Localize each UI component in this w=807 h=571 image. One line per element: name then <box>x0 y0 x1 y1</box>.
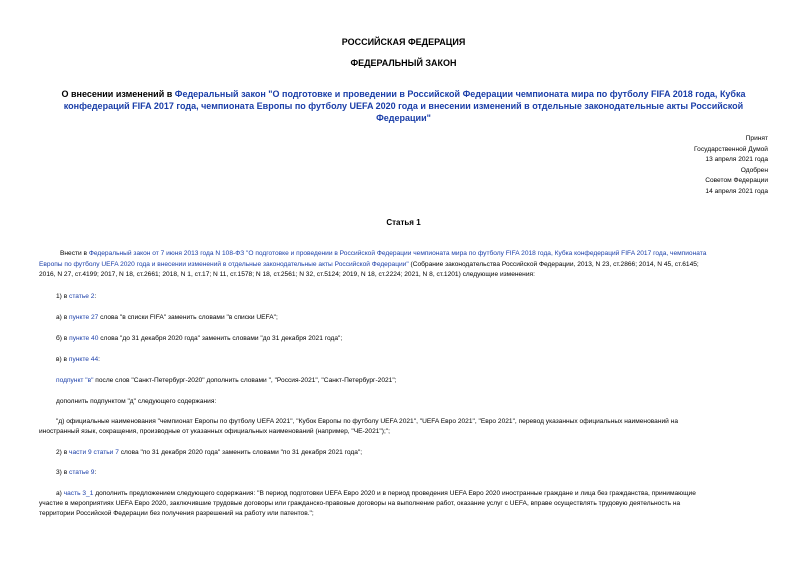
item-text: б) в <box>56 335 70 342</box>
item-text: 3) в <box>56 469 70 476</box>
item-text: 2) в <box>56 449 70 456</box>
adoption-line: Одобрен <box>740 166 768 174</box>
law-title <box>40 88 767 124</box>
item-text: после слов "Санкт-Петербург-2020" дополнить словами ", "Россия-2021", "Санкт-Петербург-2021"; <box>93 377 397 384</box>
item-1c <box>56 354 100 365</box>
item-text: слова "в списки FIFA" заменить словами "в списки UEFA"; <box>98 314 278 321</box>
intro-law-link-cont[interactable]: Европы по футболу UEFA 2020 года и внесении изменений в отдельные законодательные акты Российской Федерации" <box>39 261 409 268</box>
intro-law-link[interactable]: Федеральный закон от 7 июня 2013 года N 108-ФЗ "О подготовке и проведении в Российской Федерации чемпионата мира по футболу FIFA 2018 года, Кубка конфедераций FIFA 2017 года, чемпионата <box>88 250 707 257</box>
article-9-link[interactable]: статье 9 <box>69 469 95 476</box>
item-text: 1) в <box>56 293 70 300</box>
quote-line-1: "д) официальные наименования "чемпионат Европы по футболу UEFA 2021", "Кубок Европы по футболу UEFA 2021", "UEFA Евро 2021", "Евро 2021", перевод указанных официальных наименований на <box>56 418 678 425</box>
item-1 <box>56 291 96 302</box>
item-3 <box>56 467 96 478</box>
adoption-line: Принят <box>745 135 768 142</box>
point-27-link[interactable]: пункте 27 <box>69 314 99 321</box>
subpoint-v-link[interactable]: подпункт "в" <box>56 377 94 384</box>
item-text: : <box>98 356 100 363</box>
intro-text: Внести в <box>60 250 89 257</box>
add-subpoint: дополнить подпунктом "д" следующего содержания: <box>56 398 217 405</box>
article-heading: Статья 1 <box>386 218 421 227</box>
title-prefix: О внесении изменений в <box>61 89 175 99</box>
intro-text: (Собрание законодательства Российской Федерации, 2013, N 23, ст.2866; 2014, N 45, ст.6145; <box>408 261 699 268</box>
intro-line-3: 2016, N 27, ст.4199; 2017, N 18, ст.2661; 2018, N 1, ст.17; N 11, ст.1578; N 18, ст.2561; N 32, ст.5124; 2019, N 18, ст.2224; 2021, N 8, ст.1201) следующие изменения: <box>39 271 535 278</box>
part-3-1-link[interactable]: часть 3_1 <box>63 490 94 497</box>
article-2-link[interactable]: статье 2 <box>69 293 95 300</box>
adoption-block <box>694 134 768 198</box>
part-9-article-7-link[interactable]: части 9 статьи 7 <box>69 449 119 456</box>
item-1b <box>56 333 342 344</box>
point-40-link[interactable]: пункте 40 <box>69 335 99 342</box>
adoption-line: Советом Федерации <box>705 177 768 185</box>
item-text: : <box>94 293 97 300</box>
item-text: а) <box>56 490 64 497</box>
item-3a-line-3: территории Российской Федерации без получения разрешений на работу или патентов."; <box>39 510 314 517</box>
point-44-link[interactable]: пункте 44 <box>68 356 99 363</box>
item-text: в) в <box>56 356 69 363</box>
subpoint-v <box>56 375 397 386</box>
adoption-line: 14 апреля 2021 года <box>705 187 768 195</box>
title-law-link[interactable]: Федеральный закон "О подготовке и проведении в Российской Федерации чемпионата мира по футболу FIFA 2018 года, Кубка конфедераций FIFA 2017 года, чемпионата Европы по футболу UEFA 2020 года и внесении изменений в отдельные законодательные акты Российской Федерации" <box>63 89 746 123</box>
item-3a-line-2: участие в мероприятиях UEFA Евро 2020, заключившие трудовые договоры или гражданско-правовые договоры на выполнение работ, оказание услуг с UEFA, вправе осуществлять трудовую деятельность на <box>39 500 681 507</box>
item-text: слова "по 31 декабря 2020 года" заменить словами "по 31 декабря 2021 года"; <box>118 449 363 456</box>
adoption-line: 13 апреля 2021 года <box>705 156 768 164</box>
intro-line-1 <box>60 248 797 259</box>
item-text: дополнить предложением следующего содержания: "В период подготовки UEFA Евро 2020 и в период проведения UEFA Евро 2020 иностранные граждане и лица без гражданства, принимающие <box>93 490 696 497</box>
item-text: : <box>94 469 97 476</box>
item-2 <box>56 447 362 458</box>
doc-type-heading: ФЕДЕРАЛЬНЫЙ ЗАКОН <box>350 58 457 68</box>
item-1a <box>56 312 278 323</box>
item-text: слова "до 31 декабря 2020 года" заменить словами "до 31 декабря 2021 года"; <box>98 335 343 342</box>
adoption-line: Государственной Думой <box>694 145 768 153</box>
quote-line-2: иностранный язык, сокращения, производные от указанных официальных наименований (например, "ЧЕ-2021");"; <box>39 428 390 435</box>
item-text: а) в <box>56 314 70 321</box>
country-heading: РОССИЙСКАЯ ФЕДЕРАЦИЯ <box>341 37 466 47</box>
